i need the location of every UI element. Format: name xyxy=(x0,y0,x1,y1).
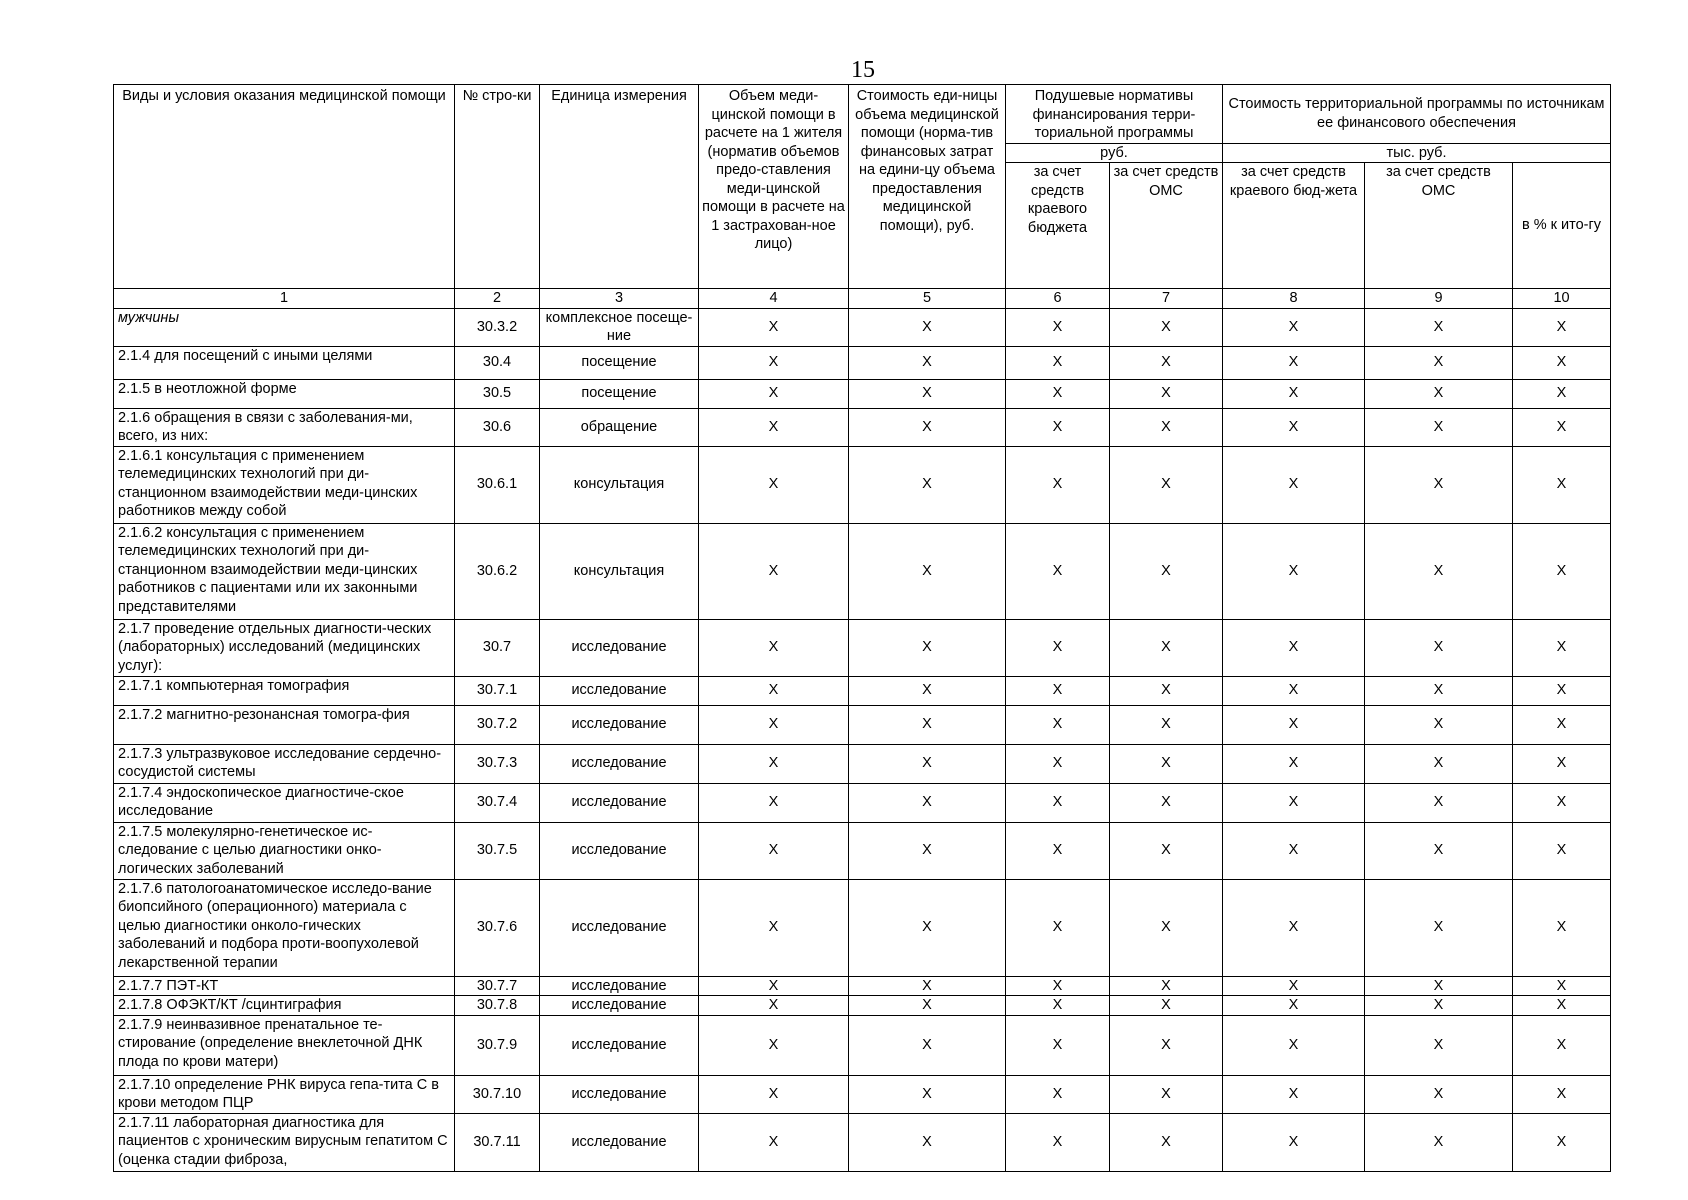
row-value: Х xyxy=(699,1113,849,1171)
table-row xyxy=(114,408,1611,446)
row-value: Х xyxy=(1110,1075,1223,1113)
table-row xyxy=(114,1113,1611,1171)
row-value: Х xyxy=(1365,822,1513,879)
row-value: Х xyxy=(1513,619,1611,676)
row-value: Х xyxy=(699,822,849,879)
row-number: 30.7.6 xyxy=(455,879,540,976)
row-value: Х xyxy=(699,308,849,346)
row-unit: комплексное посеще-ние xyxy=(540,308,699,346)
row-value: Х xyxy=(1006,676,1110,705)
table-row xyxy=(114,308,1611,346)
row-value: Х xyxy=(699,1015,849,1075)
row-value: Х xyxy=(1006,408,1110,446)
row-number: 30.7.1 xyxy=(455,676,540,705)
row-number: 30.7.3 xyxy=(455,744,540,783)
row-value: Х xyxy=(849,1075,1006,1113)
row-value: Х xyxy=(1223,619,1365,676)
row-value: Х xyxy=(1513,408,1611,446)
row-unit: исследование xyxy=(540,822,699,879)
row-value: Х xyxy=(699,346,849,379)
row-value: Х xyxy=(1513,996,1611,1016)
row-value: Х xyxy=(1006,308,1110,346)
row-unit: исследование xyxy=(540,744,699,783)
row-value: Х xyxy=(849,976,1006,996)
row-value: Х xyxy=(1365,783,1513,822)
row-name: мужчины xyxy=(114,308,455,346)
row-value: Х xyxy=(849,705,1006,744)
header-unit-thousand-rub: тыс. руб. xyxy=(1223,143,1611,163)
row-value: Х xyxy=(1365,619,1513,676)
row-number: 30.7.7 xyxy=(455,976,540,996)
row-value: Х xyxy=(849,879,1006,976)
row-value: Х xyxy=(1223,523,1365,619)
row-value: Х xyxy=(1513,783,1611,822)
row-value: Х xyxy=(1006,783,1110,822)
row-value: Х xyxy=(1513,379,1611,408)
table-row xyxy=(114,379,1611,408)
header-col-3: Единица измерения xyxy=(540,85,699,289)
row-value: Х xyxy=(849,346,1006,379)
row-value: Х xyxy=(1365,1075,1513,1113)
row-unit: исследование xyxy=(540,705,699,744)
row-value: Х xyxy=(1365,446,1513,523)
row-value: Х xyxy=(1006,1015,1110,1075)
table-row xyxy=(114,676,1611,705)
row-value: Х xyxy=(849,619,1006,676)
table-row xyxy=(114,446,1611,523)
row-value: Х xyxy=(1110,1015,1223,1075)
row-value: Х xyxy=(849,1113,1006,1171)
row-name: 2.1.5 в неотложной форме xyxy=(114,379,455,408)
header-col-5: Стоимость еди-ницы объема медицинской помощи (норма-тив финансовых затрат на едини-цу объема предоставления медицинской помощи), руб. xyxy=(849,85,1006,289)
row-name: 2.1.7.7 ПЭТ-КТ xyxy=(114,976,455,996)
row-value: Х xyxy=(1365,408,1513,446)
row-name: 2.1.6.2 консультация с применением телемедицинских технологий при ди-станционном взаимодействии меди-цинских работников с пациентами или их законными представителями xyxy=(114,523,455,619)
table-row xyxy=(114,523,1611,619)
row-value: Х xyxy=(1110,619,1223,676)
header-col-8: за счет средств краевого бюд-жета xyxy=(1223,163,1365,289)
row-value: Х xyxy=(699,619,849,676)
row-value: Х xyxy=(849,523,1006,619)
row-number: 30.7.11 xyxy=(455,1113,540,1171)
row-value: Х xyxy=(1223,346,1365,379)
row-value: Х xyxy=(1223,996,1365,1016)
column-number: 5 xyxy=(849,289,1006,309)
row-value: Х xyxy=(849,408,1006,446)
row-number: 30.7 xyxy=(455,619,540,676)
row-value: Х xyxy=(849,783,1006,822)
header-col-1: Виды и условия оказания медицинской помощи xyxy=(114,85,455,289)
row-value: Х xyxy=(699,705,849,744)
row-value: Х xyxy=(1365,346,1513,379)
row-value: Х xyxy=(1513,705,1611,744)
row-value: Х xyxy=(1365,744,1513,783)
financing-table xyxy=(113,84,1611,1172)
row-unit: обращение xyxy=(540,408,699,446)
row-value: Х xyxy=(699,996,849,1016)
row-value: Х xyxy=(1006,879,1110,976)
column-number: 4 xyxy=(699,289,849,309)
row-name: 2.1.7.2 магнитно-резонансная томогра-фия xyxy=(114,705,455,744)
row-value: Х xyxy=(1223,408,1365,446)
row-value: Х xyxy=(1110,408,1223,446)
row-name: 2.1.7 проведение отдельных диагности-ческих (лабораторных) исследований (медицинских услуг): xyxy=(114,619,455,676)
row-name: 2.1.7.6 патологоанатомическое исследо-вание биопсийного (операционного) материала с целью диагностики онколо-гических заболеваний и подбора проти-воопухолевой лекарственной терапии xyxy=(114,879,455,976)
row-value: Х xyxy=(1513,1113,1611,1171)
row-unit: исследование xyxy=(540,1075,699,1113)
table-body xyxy=(114,289,1611,1172)
row-value: Х xyxy=(1365,676,1513,705)
row-value: Х xyxy=(1110,676,1223,705)
row-number: 30.6 xyxy=(455,408,540,446)
row-value: Х xyxy=(1223,705,1365,744)
row-value: Х xyxy=(1513,976,1611,996)
table-row xyxy=(114,705,1611,744)
row-name: 2.1.4 для посещений с иными целями xyxy=(114,346,455,379)
row-unit: исследование xyxy=(540,996,699,1016)
row-unit: исследование xyxy=(540,676,699,705)
row-value: Х xyxy=(1006,1075,1110,1113)
row-value: Х xyxy=(1223,783,1365,822)
row-value: Х xyxy=(849,308,1006,346)
row-name: 2.1.7.1 компьютерная томография xyxy=(114,676,455,705)
table-row xyxy=(114,1075,1611,1113)
column-number: 8 xyxy=(1223,289,1365,309)
row-value: Х xyxy=(699,379,849,408)
row-unit: консультация xyxy=(540,523,699,619)
row-value: Х xyxy=(1365,705,1513,744)
row-value: Х xyxy=(1223,446,1365,523)
row-value: Х xyxy=(1006,996,1110,1016)
header-col-10: в % к ито-гу xyxy=(1513,163,1611,289)
header-col-2: № стро-ки xyxy=(455,85,540,289)
row-value: Х xyxy=(1223,1015,1365,1075)
row-name: 2.1.7.10 определение РНК вируса гепа-тита С в крови методом ПЦР xyxy=(114,1075,455,1113)
row-value: Х xyxy=(1513,1015,1611,1075)
row-value: Х xyxy=(1110,379,1223,408)
row-value: Х xyxy=(1110,976,1223,996)
row-value: Х xyxy=(699,744,849,783)
row-value: Х xyxy=(699,676,849,705)
row-value: Х xyxy=(849,379,1006,408)
row-number: 30.6.2 xyxy=(455,523,540,619)
table-row xyxy=(114,996,1611,1016)
row-unit: посещение xyxy=(540,346,699,379)
row-name: 2.1.7.3 ультразвуковое исследование сердечно-сосудистой системы xyxy=(114,744,455,783)
row-value: Х xyxy=(1006,523,1110,619)
row-unit: посещение xyxy=(540,379,699,408)
row-value: Х xyxy=(849,996,1006,1016)
column-number: 1 xyxy=(114,289,455,309)
row-value: Х xyxy=(849,676,1006,705)
row-value: Х xyxy=(699,1075,849,1113)
row-value: Х xyxy=(849,744,1006,783)
row-name: 2.1.7.8 ОФЭКТ/КТ /сцинтиграфия xyxy=(114,996,455,1016)
row-value: Х xyxy=(1365,996,1513,1016)
row-value: Х xyxy=(699,523,849,619)
row-value: Х xyxy=(1006,619,1110,676)
table-row xyxy=(114,744,1611,783)
row-value: Х xyxy=(1513,744,1611,783)
table-row xyxy=(114,976,1611,996)
row-number: 30.7.9 xyxy=(455,1015,540,1075)
row-value: Х xyxy=(849,1015,1006,1075)
row-value: Х xyxy=(1006,705,1110,744)
row-value: Х xyxy=(1223,976,1365,996)
row-value: Х xyxy=(1110,346,1223,379)
row-value: Х xyxy=(849,446,1006,523)
row-name: 2.1.7.5 молекулярно-генетическое ис-следование с целью диагностики онко-логических заболеваний xyxy=(114,822,455,879)
page-number: 15 xyxy=(851,57,875,83)
row-name: 2.1.7.9 неинвазивное пренатальное те-стирование (определение внеклеточной ДНК плода по крови матери) xyxy=(114,1015,455,1075)
row-value: Х xyxy=(1513,308,1611,346)
row-number: 30.4 xyxy=(455,346,540,379)
row-value: Х xyxy=(1110,1113,1223,1171)
row-unit: исследование xyxy=(540,1113,699,1171)
row-unit: исследование xyxy=(540,879,699,976)
header-col-6: за счет средств краевого бюджета xyxy=(1006,163,1110,289)
row-value: Х xyxy=(1513,523,1611,619)
row-value: Х xyxy=(1513,676,1611,705)
table-row xyxy=(114,346,1611,379)
row-value: Х xyxy=(1223,879,1365,976)
row-value: Х xyxy=(1110,783,1223,822)
row-value: Х xyxy=(1006,446,1110,523)
row-value: Х xyxy=(1223,1113,1365,1171)
row-unit: консультация xyxy=(540,446,699,523)
row-value: Х xyxy=(1365,523,1513,619)
row-value: Х xyxy=(1110,744,1223,783)
column-number: 2 xyxy=(455,289,540,309)
row-name: 2.1.7.11 лабораторная диагностика для пациентов с хроническим вирусным гепатитом С (оценка стадии фиброза, xyxy=(114,1113,455,1171)
row-number: 30.7.5 xyxy=(455,822,540,879)
row-value: Х xyxy=(1223,822,1365,879)
column-number: 7 xyxy=(1110,289,1223,309)
row-value: Х xyxy=(1006,744,1110,783)
row-name: 2.1.7.4 эндоскопическое диагностиче-ское исследование xyxy=(114,783,455,822)
row-number: 30.7.8 xyxy=(455,996,540,1016)
column-number: 9 xyxy=(1365,289,1513,309)
row-name: 2.1.6.1 консультация с применением телемедицинских технологий при ди-станционном взаимодействии меди-цинских работников между собой xyxy=(114,446,455,523)
row-value: Х xyxy=(1223,676,1365,705)
row-number: 30.3.2 xyxy=(455,308,540,346)
row-value: Х xyxy=(1110,822,1223,879)
row-value: Х xyxy=(699,783,849,822)
row-value: Х xyxy=(1513,1075,1611,1113)
column-number: 6 xyxy=(1006,289,1110,309)
table-row xyxy=(114,822,1611,879)
row-value: Х xyxy=(699,879,849,976)
row-value: Х xyxy=(1365,1015,1513,1075)
row-name: 2.1.6 обращения в связи с заболевания-ми, всего, из них: xyxy=(114,408,455,446)
table-row xyxy=(114,783,1611,822)
row-value: Х xyxy=(699,446,849,523)
row-value: Х xyxy=(1223,744,1365,783)
header-col-7: за счет средств ОМС xyxy=(1110,163,1223,289)
row-unit: исследование xyxy=(540,1015,699,1075)
row-value: Х xyxy=(1110,705,1223,744)
header-row-1 xyxy=(114,85,1611,144)
row-value: Х xyxy=(1513,822,1611,879)
row-value: Х xyxy=(1110,879,1223,976)
table-row xyxy=(114,619,1611,676)
header-unit-rub: руб. xyxy=(1006,143,1223,163)
column-numbers-row xyxy=(114,289,1611,309)
header-col-4 xyxy=(699,85,849,289)
column-number: 10 xyxy=(1513,289,1611,309)
row-number: 30.7.4 xyxy=(455,783,540,822)
row-value: Х xyxy=(1365,976,1513,996)
row-value: Х xyxy=(1006,976,1110,996)
row-value: Х xyxy=(1365,879,1513,976)
header-group-program-cost: Стоимость территориальной программы по источникам ее финансового обеспечения xyxy=(1223,85,1611,144)
row-value: Х xyxy=(1006,346,1110,379)
row-value: Х xyxy=(1110,523,1223,619)
row-unit: исследование xyxy=(540,783,699,822)
row-value: Х xyxy=(699,408,849,446)
row-value: Х xyxy=(699,976,849,996)
row-value: Х xyxy=(849,822,1006,879)
row-number: 30.5 xyxy=(455,379,540,408)
row-value: Х xyxy=(1365,308,1513,346)
row-value: Х xyxy=(1110,446,1223,523)
row-value: Х xyxy=(1365,379,1513,408)
row-value: Х xyxy=(1110,308,1223,346)
row-value: Х xyxy=(1513,879,1611,976)
row-unit: исследование xyxy=(540,976,699,996)
table-row xyxy=(114,879,1611,976)
row-number: 30.7.2 xyxy=(455,705,540,744)
row-number: 30.7.10 xyxy=(455,1075,540,1113)
row-number: 30.6.1 xyxy=(455,446,540,523)
row-unit: исследование xyxy=(540,619,699,676)
column-number: 3 xyxy=(540,289,699,309)
table-row xyxy=(114,1015,1611,1075)
header-group-per-capita: Подушевые нормативы финансирования терри-ториальной программы xyxy=(1006,85,1223,144)
row-value: Х xyxy=(1223,379,1365,408)
row-value: Х xyxy=(1110,996,1223,1016)
row-value: Х xyxy=(1223,308,1365,346)
row-value: Х xyxy=(1513,446,1611,523)
row-value: Х xyxy=(1365,1113,1513,1171)
row-value: Х xyxy=(1223,1075,1365,1113)
row-value: Х xyxy=(1006,379,1110,408)
row-value: Х xyxy=(1006,1113,1110,1171)
header-col-9: за счет средств ОМС xyxy=(1365,163,1513,289)
row-value: Х xyxy=(1006,822,1110,879)
row-value: Х xyxy=(1513,346,1611,379)
header-col-4-text: Объем меди-цинской помощи в расчете на 1 жителя (норматив объемов предо-ставления меди-цинской помощи в расчете на 1 застрахован-ное лицо) xyxy=(702,88,845,252)
